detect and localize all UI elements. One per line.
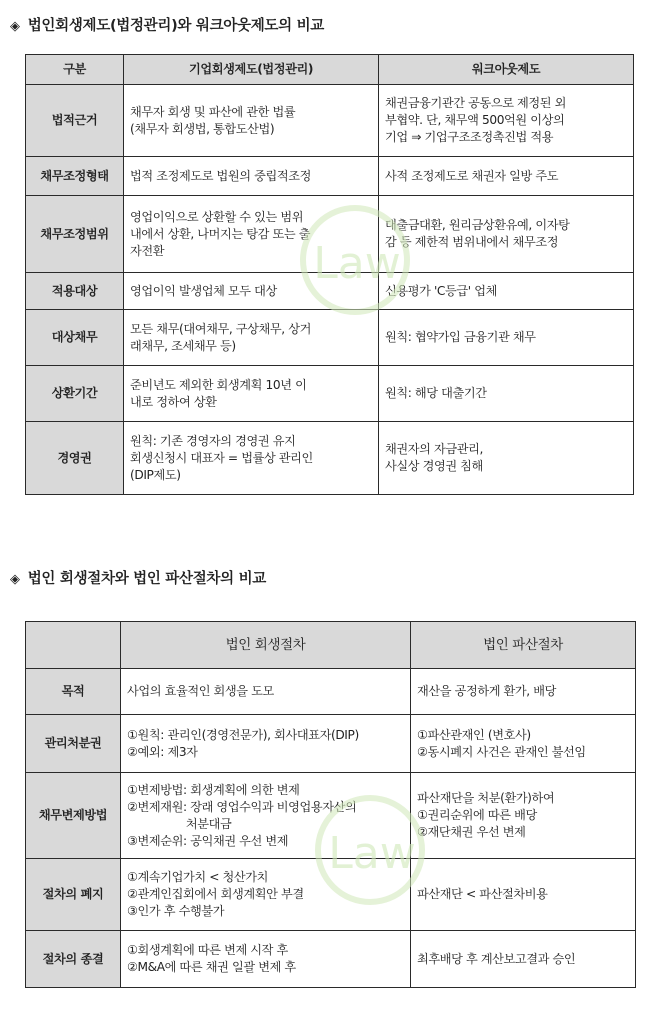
- cell-text-line: 회생신청시 대표자 = 법률상 관리인: [130, 450, 313, 465]
- table-cell: [124, 366, 379, 422]
- row-label: 대상채무: [26, 310, 124, 366]
- cell-text-line: 처분대금: [127, 816, 232, 831]
- cell-text-line: 재산을 공정하게 환가, 배당: [417, 684, 557, 698]
- cell-text-line: 영업이익 발생업체 모두 대상: [130, 283, 277, 298]
- cell-text-line: 사적 조정제도로 채권자 일방 주도: [385, 168, 559, 183]
- cell-text-line: ②M&A에 따른 채권 일괄 변제 후: [127, 960, 296, 974]
- cell-text-line: 채무자 회생 및 파산에 관한 법률: [130, 104, 296, 119]
- table-body: [26, 669, 636, 988]
- row-label: 적용대상: [26, 273, 124, 310]
- table-body: [26, 85, 634, 495]
- cell-text-line: ①계속기업가치 < 청산가치: [127, 870, 269, 884]
- row-label: 법적근거: [26, 85, 124, 157]
- cell-text-line: 사실상 경영권 침해: [385, 459, 483, 473]
- table-row: [26, 669, 636, 715]
- row-label: 절차의 종결: [26, 931, 121, 988]
- svg-text:Law: Law: [313, 238, 401, 289]
- cell-text-line: 자전환: [130, 243, 165, 258]
- table-row: [26, 773, 636, 859]
- cell-text-line: 원칙: 기존 경영자의 경영권 유지: [130, 433, 296, 448]
- cell-text-line: 신용평가 'C등급' 업체: [385, 283, 497, 298]
- row-label: 채무조정형태: [26, 157, 124, 196]
- rehabilitation-vs-workout-table: [25, 54, 634, 495]
- row-label: 목적: [26, 669, 121, 715]
- row-label: 상환기간: [26, 366, 124, 422]
- cell-text-line: 기업 ⇒ 기업구조조정촉진법 적용: [385, 130, 554, 144]
- cell-text-line: 채권금융기관간 공동으로 제정된 외: [385, 96, 567, 110]
- table-cell: [124, 196, 379, 273]
- table-cell: [411, 859, 636, 931]
- table-cell: [121, 773, 411, 859]
- cell-text-line: ①파산관재인 (변호사): [417, 727, 531, 742]
- cell-text-line: 래채무, 조세채무 등): [130, 338, 236, 353]
- cell-text-line: 파산재단을 처분(환가)하여: [417, 791, 555, 805]
- table-cell: [121, 715, 411, 773]
- cell-text-line: 영업이익으로 상환할 수 있는 범위: [130, 209, 304, 224]
- table-cell: [121, 931, 411, 988]
- cell-text-line: (채무자 회생법, 통합도산법): [130, 121, 275, 136]
- section2-title-text: 법인 회생절차와 법인 파산절차의 비교: [27, 571, 267, 587]
- cell-text-line: 사업의 효율적인 회생을 도모: [127, 684, 274, 698]
- table-row: [26, 196, 634, 273]
- table-cell: [379, 310, 634, 366]
- table-cell: [379, 366, 634, 422]
- table-cell: [379, 157, 634, 196]
- section1-title-text: 법인회생제도(법정관리)와 워크아웃제도의 비교: [27, 18, 324, 34]
- cell-text-line: ②예외: 제3자: [127, 744, 198, 759]
- cell-text-line: 채권자의 자금관리,: [385, 442, 483, 456]
- cell-text-line: 대출금대환, 원리금상환유예, 이자탕: [385, 218, 570, 232]
- row-label: 관리처분권: [26, 715, 121, 773]
- diamond-bullet-icon: ◈: [10, 19, 20, 34]
- header-corporate-rehabilitation: 법인 회생절차: [121, 622, 411, 669]
- diamond-bullet-icon: ◈: [10, 572, 20, 587]
- cell-text-line: ①원칙: 관리인(경영전문가), 회사대표자(DIP): [127, 727, 359, 742]
- table-row: [26, 85, 634, 157]
- cell-text-line: ②동시폐지 사건은 관재인 불선임: [417, 744, 586, 759]
- cell-text-line: 내로 정하여 상환: [130, 394, 217, 409]
- section2-title: [10, 567, 266, 588]
- cell-text-line: ③변제순위: 공익채권 우선 변제: [127, 833, 289, 848]
- table-cell: [121, 859, 411, 931]
- table-row: [26, 157, 634, 196]
- cell-text-line: 부협약. 단, 채무액 500억원 이상의: [385, 113, 565, 127]
- table-cell: [124, 85, 379, 157]
- header-corner: [26, 622, 121, 669]
- table-cell: [411, 773, 636, 859]
- cell-text-line: ①권리순위에 따른 배당: [417, 808, 537, 822]
- table-cell: [379, 273, 634, 310]
- header-corporate-bankruptcy: 법인 파산절차: [411, 622, 636, 669]
- cell-text-line: 준비년도 제외한 회생계획 10년 이: [130, 377, 307, 392]
- cell-text-line: 파산재단 < 파산절차비용: [417, 887, 548, 901]
- table-cell: [379, 422, 634, 495]
- header-category: 구분: [26, 55, 124, 85]
- table-cell: [379, 85, 634, 157]
- cell-text-line: 감 등 제한적 범위내에서 채무조정: [385, 235, 559, 249]
- cell-text-line: 모든 채무(대여채무, 구상채무, 상거: [130, 321, 311, 336]
- cell-text-line: 원칙: 해당 대출기간: [385, 386, 487, 400]
- cell-text-line: 원칙: 협약가입 금융기관 채무: [385, 330, 536, 344]
- table-cell: [411, 715, 636, 773]
- table-row: [26, 310, 634, 366]
- table-row: [26, 273, 634, 310]
- table-row: [26, 422, 634, 495]
- table-cell: [121, 669, 411, 715]
- header-court-rehabilitation: 기업회생제도(법정관리): [124, 55, 379, 85]
- svg-text:Law: Law: [328, 828, 416, 879]
- rehabilitation-vs-bankruptcy-table: [25, 621, 636, 988]
- row-label: 경영권: [26, 422, 124, 495]
- cell-text-line: ②관계인집회에서 회생계획안 부결: [127, 887, 304, 901]
- table-cell: [124, 157, 379, 196]
- table-cell: [124, 422, 379, 495]
- table-cell: [124, 310, 379, 366]
- cell-text-line: ③인가 후 수행불가: [127, 904, 225, 918]
- cell-text-line: (DIP제도): [130, 467, 181, 482]
- cell-text-line: ②재단채권 우선 변제: [417, 825, 526, 839]
- table-row: [26, 859, 636, 931]
- cell-text-line: ②변제재원: 장래 영업수익과 비영업용자산의: [127, 799, 357, 814]
- table-row: [26, 715, 636, 773]
- cell-text-line: ①회생계획에 따른 변제 시작 후: [127, 943, 288, 957]
- table-cell: [124, 273, 379, 310]
- table-cell: [411, 931, 636, 988]
- cell-text-line: 최후배당 후 계산보고결과 승인: [417, 951, 576, 966]
- cell-text-line: ①변제방법: 회생계획에 의한 변제: [127, 782, 300, 797]
- header-workout: 워크아웃제도: [379, 55, 634, 85]
- table-cell: [411, 669, 636, 715]
- table-row: [26, 366, 634, 422]
- cell-text-line: 내에서 상환, 나머지는 탕감 또는 출: [130, 226, 311, 241]
- table-cell: [379, 196, 634, 273]
- table-row: [26, 931, 636, 988]
- section1-title: [10, 14, 324, 35]
- row-label: 채무조정범위: [26, 196, 124, 273]
- row-label: 절차의 폐지: [26, 859, 121, 931]
- cell-text-line: 법적 조정제도로 법원의 중립적조정: [130, 168, 312, 183]
- row-label: 채무변제방법: [26, 773, 121, 859]
